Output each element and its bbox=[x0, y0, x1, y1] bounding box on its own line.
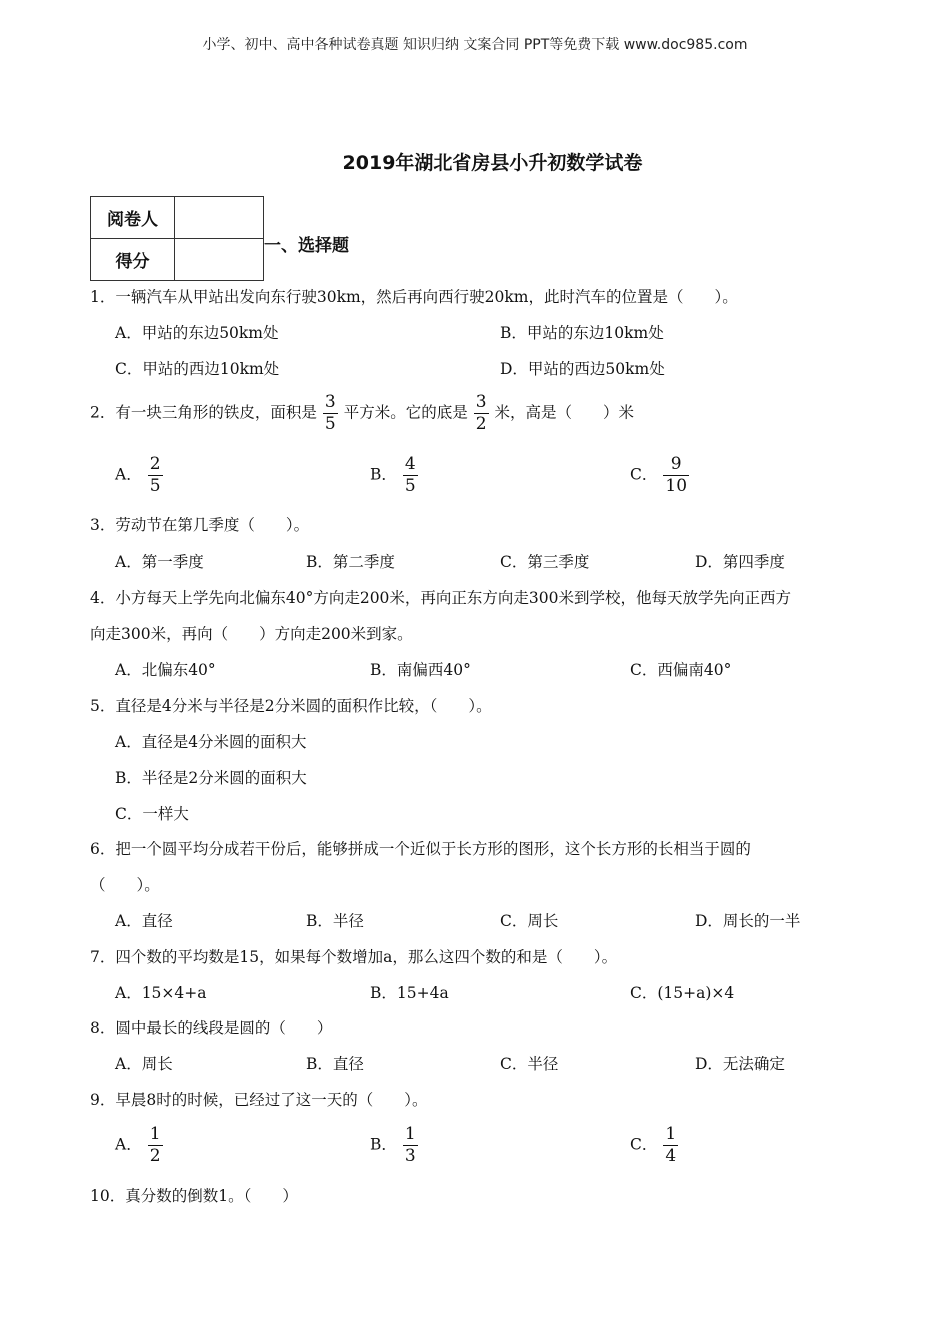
q7-option-b: B．15+4a bbox=[370, 984, 449, 1002]
q4-option-a: A．北偏东40° bbox=[115, 661, 216, 679]
q3-option-d: D．第四季度 bbox=[695, 553, 785, 571]
grader-cell bbox=[175, 197, 264, 239]
q2-fraction-area: $\frac{3}{5}$ bbox=[324, 392, 336, 434]
q9-option-c: C． $\frac{1}{4}$ bbox=[630, 1124, 677, 1166]
q3-option-a: A．第一季度 bbox=[115, 553, 204, 571]
q1-option-d: D．甲站的西边50km处 bbox=[500, 360, 665, 378]
page-title: 2019年湖北省房县小升初数学试卷 bbox=[342, 152, 643, 174]
q3-option-c: C．第三季度 bbox=[500, 553, 590, 571]
q9-option-a: A． $\frac{1}{2}$ bbox=[115, 1124, 161, 1166]
q4-stem-1: 4．小方每天上学先向北偏东40°方向走200米，再向正东方向走300米到学校，他每天放学先向正西方 bbox=[90, 589, 792, 607]
q1-stem: 1．一辆汽车从甲站出发向东行驶30km，然后再向西行驶20km，此时汽车的位置是（ ）。 bbox=[90, 288, 738, 306]
q2-text-3: 米，高是（ ）米 bbox=[494, 403, 635, 422]
q6-option-c: C．周长 bbox=[500, 912, 559, 930]
q2-option-a: A． $\frac{2}{5}$ bbox=[115, 454, 161, 496]
q8-option-a: A．周长 bbox=[115, 1055, 173, 1073]
q2-stem bbox=[90, 392, 634, 435]
q6-stem-2: （ ）。 bbox=[90, 876, 160, 894]
q6-option-d: D．周长的一半 bbox=[695, 912, 801, 930]
q8-option-b: B．直径 bbox=[306, 1055, 364, 1073]
q7-option-a: A．15×4+a bbox=[115, 984, 207, 1002]
q6-option-b: B．半径 bbox=[306, 912, 364, 930]
score-table bbox=[90, 196, 264, 281]
q8-option-c: C．半径 bbox=[500, 1055, 559, 1073]
q9-option-b: B． $\frac{1}{3}$ bbox=[370, 1124, 416, 1166]
grader-label: 阅卷人 bbox=[91, 197, 175, 239]
score-cell bbox=[175, 239, 264, 281]
q4-option-c: C．西偏南40° bbox=[630, 661, 732, 679]
q5-stem: 5．直径是4分米与半径是2分米圆的面积作比较，（ ）。 bbox=[90, 697, 492, 715]
q5-option-b: B．半径是2分米圆的面积大 bbox=[115, 769, 307, 787]
q8-stem: 8．圆中最长的线段是圆的（ ） bbox=[90, 1019, 333, 1037]
q1-option-a: A．甲站的东边50km处 bbox=[115, 324, 279, 342]
q2-text-1: 2．有一块三角形的铁皮，面积是 bbox=[90, 403, 317, 422]
q7-option-c: C．(15+a)×4 bbox=[630, 984, 735, 1002]
q2-text-2: 平方米。它的底是 bbox=[343, 403, 468, 422]
q1-option-c: C．甲站的西边10km处 bbox=[115, 360, 280, 378]
q6-option-a: A．直径 bbox=[115, 912, 173, 930]
q4-stem-2: 向走300米，再向（ ）方向走200米到家。 bbox=[90, 625, 413, 643]
q6-stem-1: 6．把一个圆平均分成若干份后，能够拼成一个近似于长方形的图形，这个长方形的长相当于圆的 bbox=[90, 840, 751, 858]
q5-option-a: A．直径是4分米圆的面积大 bbox=[115, 733, 307, 751]
q8-option-d: D．无法确定 bbox=[695, 1055, 785, 1073]
q2-option-c: C． $\frac{9}{10}$ bbox=[630, 454, 688, 496]
q9-stem: 9．早晨8时的时候，已经过了这一天的（ ）。 bbox=[90, 1091, 428, 1109]
q1-option-b: B．甲站的东边10km处 bbox=[500, 324, 664, 342]
q3-stem: 3．劳动节在第几季度（ ）。 bbox=[90, 516, 310, 534]
score-label: 得分 bbox=[91, 239, 175, 281]
section-heading: 一、选择题 bbox=[264, 236, 349, 256]
q10-stem: 10．真分数的倒数1。（ ） bbox=[90, 1187, 298, 1205]
q3-option-b: B．第二季度 bbox=[306, 553, 395, 571]
page-header: 小学、初中、高中各种试卷真题 知识归纳 文案合同 PPT等免费下载 www.doc985.com bbox=[202, 37, 748, 53]
q2-fraction-base: $\frac{3}{2}$ bbox=[475, 392, 487, 434]
q4-option-b: B．南偏西40° bbox=[370, 661, 471, 679]
q7-stem: 7．四个数的平均数是15，如果每个数增加a，那么这四个数的和是（ ）。 bbox=[90, 948, 618, 966]
q2-option-b: B． $\frac{4}{5}$ bbox=[370, 454, 416, 496]
q5-option-c: C．一样大 bbox=[115, 805, 189, 823]
